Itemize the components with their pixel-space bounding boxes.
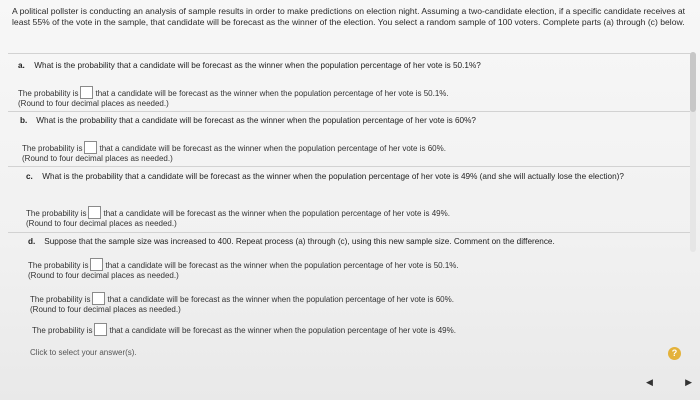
- answer-prefix: The probability is: [32, 326, 93, 335]
- part-letter: b.: [20, 116, 28, 125]
- answer-suffix: that a candidate will be forecast as the winner when the population percentage of her vote is 50.1%.: [95, 89, 449, 98]
- part-letter: c.: [26, 172, 33, 181]
- part-c-answer: [26, 206, 450, 229]
- scrollbar-thumb[interactable]: [690, 52, 696, 112]
- answer-input-d2[interactable]: [92, 292, 105, 305]
- prev-arrow-icon[interactable]: ◀: [646, 376, 653, 387]
- question-text: What is the probability that a candidate will be forecast as the winner when the population percentage of her vote is 60%?: [36, 116, 476, 125]
- question-text: What is the probability that a candidate will be forecast as the winner when the population percentage of her vote is 50.1%?: [34, 61, 481, 70]
- answer-prefix: The probability is: [30, 295, 91, 304]
- divider: [8, 53, 692, 54]
- part-d-answer-3: [32, 323, 456, 336]
- part-d-answer-1: [28, 258, 459, 281]
- answer-input-c[interactable]: [88, 206, 101, 219]
- part-d-question: [28, 237, 555, 247]
- rounding-note: (Round to four decimal places as needed.): [26, 219, 177, 228]
- answer-suffix: that a candidate will be forecast as the winner when the population percentage of her vote is 49%.: [103, 209, 450, 218]
- rounding-note: (Round to four decimal places as needed.): [18, 99, 169, 108]
- rounding-note: (Round to four decimal places as needed.): [30, 305, 181, 314]
- answer-input-d1[interactable]: [90, 258, 103, 271]
- answer-suffix: that a candidate will be forecast as the winner when the population percentage of her vote is 50.1%.: [105, 261, 459, 270]
- part-letter: a.: [18, 61, 25, 70]
- answer-prefix: The probability is: [22, 144, 83, 153]
- part-c-question: [26, 172, 646, 182]
- answer-prefix: The probability is: [18, 89, 79, 98]
- part-a-answer: [18, 86, 449, 109]
- status-text: Click to select your answer(s).: [30, 348, 137, 357]
- answer-input-a[interactable]: [80, 86, 93, 99]
- question-text: What is the probability that a candidate will be forecast as the winner when the population percentage of her vote is 49% (and she will actually lose the election)?: [42, 172, 624, 181]
- answer-input-b[interactable]: [84, 141, 97, 154]
- question-text: Suppose that the sample size was increased to 400. Repeat process (a) through (c), using this new sample size. Comment on the difference.: [44, 237, 555, 246]
- answer-suffix: that a candidate will be forecast as the winner when the population percentage of her vote is 60%.: [107, 295, 454, 304]
- question-nav: [646, 374, 692, 390]
- divider: [8, 232, 692, 233]
- answer-suffix: that a candidate will be forecast as the winner when the population percentage of her vote is 60%.: [99, 144, 446, 153]
- answer-input-d3[interactable]: [94, 323, 107, 336]
- part-a-question: [18, 61, 481, 71]
- answer-suffix: that a candidate will be forecast as the winner when the population percentage of her vote is 49%.: [109, 326, 456, 335]
- part-b-question: [20, 116, 476, 126]
- part-letter: d.: [28, 237, 36, 246]
- part-d-answer-2: [30, 292, 454, 315]
- answer-prefix: The probability is: [28, 261, 89, 270]
- rounding-note: (Round to four decimal places as needed.): [22, 154, 173, 163]
- rounding-note: (Round to four decimal places as needed.): [28, 271, 179, 280]
- problem-intro: A political pollster is conducting an analysis of sample results in order to make predictions on election night. Assuming a two-candidate election, if a specific candidate receives at least 55% of the vote in the sample, that candidate will be forecast as the winner of the election. You select a random sample of 100 voters. Complete parts (a) through (c) below.: [12, 6, 686, 27]
- answer-prefix: The probability is: [26, 209, 87, 218]
- help-button[interactable]: ?: [668, 347, 681, 360]
- divider: [8, 111, 692, 112]
- part-b-answer: [22, 141, 446, 164]
- next-arrow-icon[interactable]: ▶: [685, 376, 692, 387]
- divider: [8, 166, 692, 167]
